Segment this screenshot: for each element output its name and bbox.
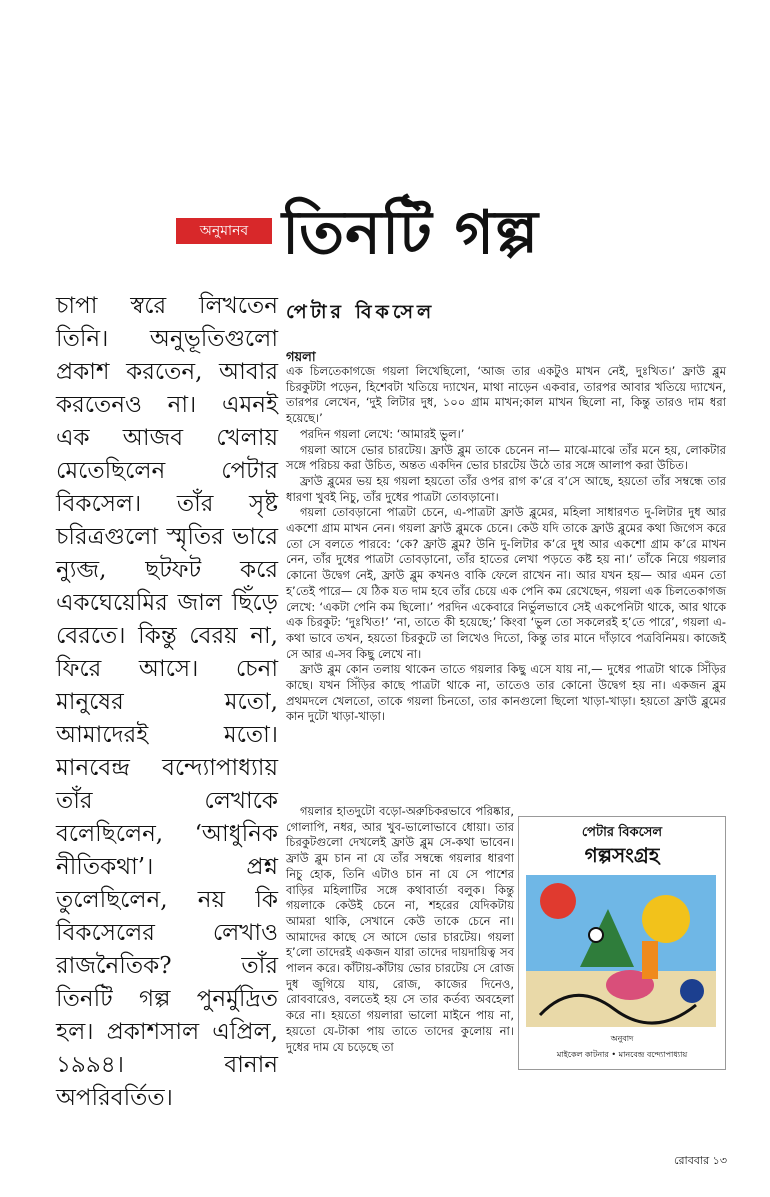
book-cover <box>518 816 726 1070</box>
story-paragraph: গয়লার হাতদুটো বড়ো-অরুচিকরভাবে পরিষ্কার, গোলাপি, নধর, আর খুব-ভালোভাবে ধোয়া। তার চিরকুটগুলো দেখলেই ফ্রাউ ব্লুম সে-কথা ভাবেন। ফ্রাউ ব্লুম চান না যে তাঁর সম্বন্ধে গয়লার ধারণা নিচু হোক, তিনি এটাও চান না যে সে পাশের বাড়ির মহিলাটির সঙ্গে কথাবার্তা বলুক। কিন্তু গয়লাকে কেউই চেনে না, শহরের যেদিকটায় আমরা থাকি, সেখানে কেউ তাকে চেনে না। আমাদের কাছে সে আসে ভোর চারটেয়। গয়লা হ’লো তাদেরই একজন যারা তাদের দায়দায়িত্ব সব পালন করে। কাঁটায়-কাঁটায় ভোর চারটেয় সে রোজ দুধ জুগিয়ে যায়, রোজ, কাজের দিনেও, রোববারেও, বলতেই হয় সে তার কর্তব্য অবহেলা করে না। হয়তো গয়লারা ভালো মাইনে পায় না, হয়তো যে-টাকা পায় তাতে তাদের কুলোয় না। দুধের দাম যে চড়েছে তা <box>286 804 514 1054</box>
story-paragraph: ফ্রাউ ব্লুমের ভয় হয় গয়লা হয়তো তাঁর ওপর রাগ ক’রে ব’সে আছে, হয়তো তাঁর সম্বন্ধে তার ধারণা খুবই নিচু, তাঁর দুধের পাত্রটা তোবড়ানো। <box>286 473 726 504</box>
story-body <box>286 364 726 725</box>
book-credit-label: অনুবাদ <box>610 1034 634 1043</box>
author-byline: পেটার বিকসেল <box>286 301 436 323</box>
story-body-column <box>286 804 514 1055</box>
story-paragraph: গয়লা আসে ভোর চারটেয়। ফ্রাউ ব্লুম তাকে চেনেন না— মাঝে-মাঝে তাঁর মনে হয়, লোকটার সঙ্গে পরিচয় করা উচিত, অন্তত একদিন ভোর চারটেয় উঠে তার সঙ্গে আলাপ করা উচিত। <box>286 442 726 473</box>
story-paragraph: পরদিন গয়লা লেখে: ‘আমারই ভুল।’ <box>300 426 465 441</box>
book-title: গল্পসংগ্রহ <box>584 843 660 867</box>
page-folio: রোববার ১৩ <box>674 1154 727 1167</box>
section-tag: অনুমানব <box>176 218 272 244</box>
story-paragraph: এক চিলতেকাগজে গয়লা লিখেছিলো, ‘আজ তার একটুও মাখন নেই, দুঃখিত।’ ফ্রাউ ব্লুম চিরকুটটা পড়েন, হিশেবটা খতিয়ে দ্যাখেন, মাথা নাড়েন একবার, তারপর আবার খতিয়ে দ্যাখেন, তারপর লেখেন, ‘দুই লিটার দুধ, ১০০ গ্রাম মাখন;কাল মাখন ছিলো না, কিন্তু তারও দাম ধরা হয়েছে।’ <box>286 364 726 426</box>
book-author: পেটার বিকসেল <box>581 825 663 840</box>
book-translators: মাইকেল কাটনার • মানবেন্দ্র বন্দ্যোপাধ্যায় <box>556 1050 688 1059</box>
story-paragraph: ফ্রাউ ব্লুম কোন তলায় থাকেন তাতে গয়লার কিছু এসে যায় না,— দুধের পাত্রটা থাকে সিঁড়ির কাছে। যখন সিঁড়ির কাছে পাত্রটা থাকে না, তাতেও তার কোনো উদ্বেগ হয় না। একজন ব্লুম প্রথমদলে খেলতো, তাকে গয়লা চিনতো, তার কানগুলো ছিলো খাড়া-খাড়া। হয়তো ফ্রাউ ব্লুমের কান দুটো খাড়া-খাড়া। <box>286 662 726 724</box>
book-cover-artwork <box>526 875 716 1027</box>
story-heading: গয়লা <box>286 350 316 365</box>
intro-blurb: চাপা স্বরে লিখতেন তিনি। অনুভূতিগুলো প্রকাশ করতেন, আবার করতেনও না। এমনই এক আজব খেলায় মেতেছিলেন পেটার বিকসেল। তাঁর সৃষ্ট চরিত্রগুলো স্মৃতির ভারে ন্যুব্জ, ছটফট করে একঘেয়েমির জাল ছিঁড়ে বেরতে। কিন্তু বেরয় না, ফিরে আসে। চেনা মানুষের মতো, আমাদেরই মতো। মানবেন্দ্র বন্দ্যোপাধ্যায় তাঁর লেখাকে বলেছিলেন, ‘আধুনিক নীতিকথা’। প্রশ্ন তুলেছিলেন, নয় কি বিকসেলের লেখাও রাজনৈতিক? তাঁর তিনটি গল্প পুনর্মুদ্রিত হল। প্রকাশসাল এপ্রিল, ১৯৯৪। বানান অপরিবর্তিত। <box>56 293 278 1111</box>
story-paragraph: গয়লা তোবড়ানো পাত্রটা চেনে, এ-পাত্রটা ফ্রাউ ব্লুমের, মহিলা সাধারণত দু-লিটার দুধ আর একশো গ্রাম মাখন নেন। গয়লা ফ্রাউ ব্লুমকে চেনে। কেউ যদি তাকে ফ্রাউ ব্লুমের কথা জিগেস করে তো সে বলতে পারবে: ‘কে? ফ্রাউ ব্লুম? উনি দু-লিটার ক’রে দুধ আর একশো গ্রাম ক’রে মাখন নেন, তাঁর দুধের পাত্রটা তোবড়ানো, তাঁর হাতের লেখা পড়তে কষ্ট হয় না।’ তাঁকে নিয়ে গয়লার কোনো উদ্বেগ নেই, ফ্রাউ ব্লুম কখনও বাকি ফেলে রাখেন না। আর যখন হয়— আর এমন তো হ’তেই পারে— যে ঠিক যত দাম হবে তাঁর চেয়ে এক পেনি কম রেখেছেন, গয়লা এক চিলতেকাগজ লেখে: ‘একটা পেনি কম ছিলো।’ পরদিন একেবারে নির্ভুলভাবে সেই একপেনিটা থাকে, আর থাকে এক চিরকুট: ‘দুঃখিত!’ ‘না, তাতে কী হয়েছে;’ কিংবা ‘ভুল তো সকলেরই হ’তে পারে’, গয়লা এ-কথা ভাবে তখন, হয়তো চিরকুটে তা লিখেও দিতো, কিন্তু তার মানে দাঁড়াবে পত্রবিনিময়। কাজেই সে আর এ-সব কিছু লেখে না। <box>286 505 726 661</box>
article-title: তিনটি গল্প <box>282 198 539 268</box>
